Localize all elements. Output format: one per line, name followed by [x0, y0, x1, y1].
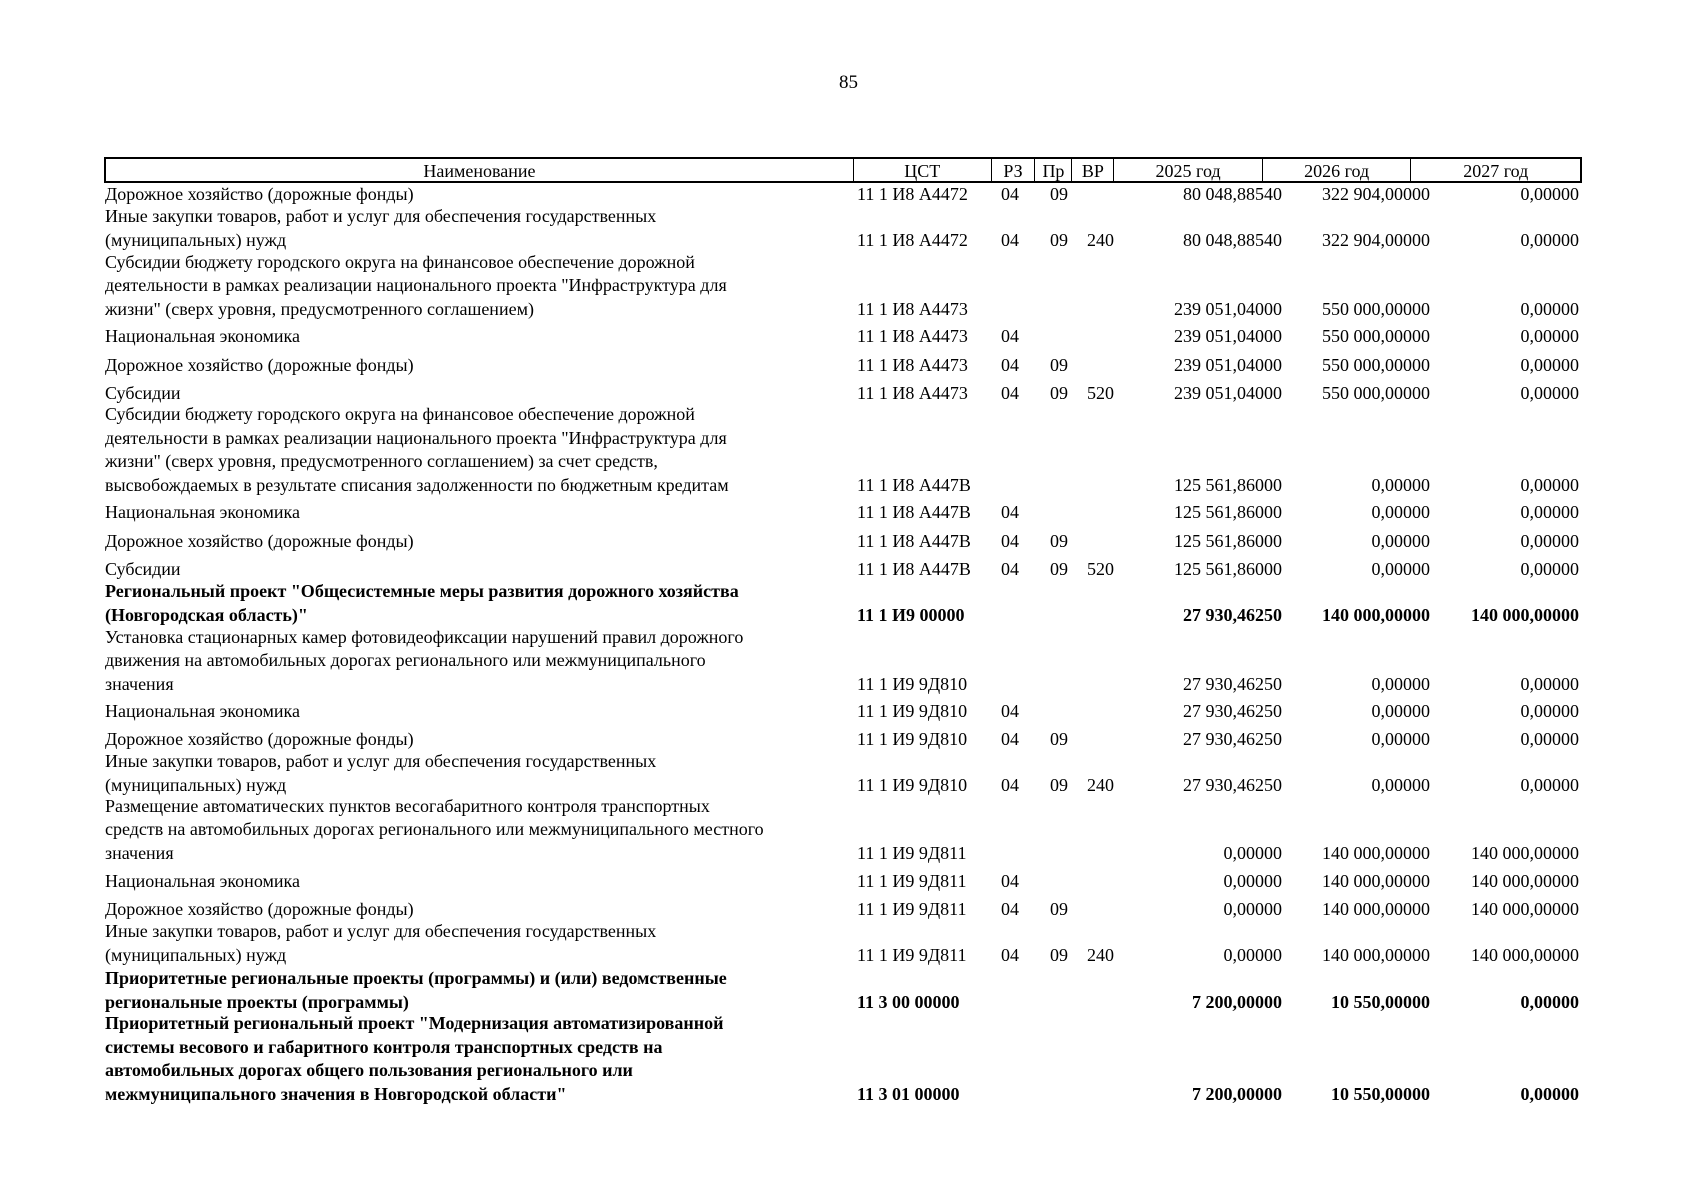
cell-name-line: деятельности в рамках реализации национального проекта "Инфраструктура для: [105, 275, 727, 295]
cell-name-line: Приоритетный региональный проект "Модернизация автоматизированной: [105, 1013, 724, 1033]
cell-2026: 550 000,00000: [1322, 354, 1430, 375]
page-number: 85: [839, 72, 858, 93]
cell-name-line: деятельности в рамках реализации национального проекта "Инфраструктура для: [105, 427, 727, 448]
cell-name-line: Иные закупки товаров, работ и услуг для обеспечения государственных: [105, 921, 657, 941]
cell-pr: 09: [1050, 183, 1068, 204]
table-row: [0, 501, 1697, 525]
cell-name-line: (муниципальных) нужд: [105, 944, 287, 965]
cell-vr: 520: [1087, 558, 1114, 579]
table-row: [0, 700, 1697, 724]
cell-vr: 240: [1087, 944, 1114, 965]
cell-pr: 09: [1050, 898, 1068, 919]
cell-name-line: высвобождаемых в результате списания задолженности по бюджетным кредитам: [105, 474, 729, 495]
cell-cst: 11 1 И8 А4472: [857, 229, 968, 250]
cell-rz: 04: [1001, 700, 1019, 721]
cell-2026: 0,00000: [1371, 501, 1430, 522]
cell-name: [105, 580, 855, 627]
cell-name-line: Субсидии бюджету городского округа на финансовое обеспечение дорожной: [105, 404, 695, 424]
cell-2027: 0,00000: [1520, 474, 1579, 495]
header-2026: 2026 год: [1263, 159, 1412, 181]
cell-2026: 0,00000: [1371, 700, 1430, 721]
cell-rz: 04: [1001, 325, 1019, 346]
cell-name-line: (муниципальных) нужд: [105, 229, 287, 250]
cell-name-line: Приоритетные региональные проекты (программы) и (или) ведомственные: [105, 968, 727, 988]
cell-2026: 322 904,00000: [1322, 183, 1430, 204]
cell-2025: 0,00000: [1223, 842, 1282, 863]
table-row: [0, 558, 1697, 582]
cell-name-line: региональные проекты (программы): [105, 991, 409, 1012]
cell-name-line: жизни" (сверх уровня, предусмотренного соглашением) за счет средств,: [105, 451, 658, 471]
table-row: [0, 205, 1697, 252]
cell-name: [105, 325, 855, 349]
cell-rz: 04: [1001, 558, 1019, 579]
cell-2027: 0,00000: [1520, 1083, 1579, 1104]
cell-2025: 239 051,04000: [1174, 325, 1282, 346]
cell-rz: 04: [1001, 501, 1019, 522]
cell-cst: 11 1 И8 А4473: [857, 298, 968, 319]
cell-rz: 04: [1001, 728, 1019, 749]
cell-2025: 239 051,04000: [1174, 354, 1282, 375]
cell-cst: 11 1 И8 А4472: [857, 183, 968, 204]
cell-2025: 0,00000: [1223, 898, 1282, 919]
cell-2026: 0,00000: [1371, 728, 1430, 749]
header-vr: ВР: [1072, 159, 1114, 181]
cell-2025: 0,00000: [1223, 870, 1282, 891]
cell-name-line: Установка стационарных камер фотовидеофиксации нарушений правил дорожного: [105, 626, 744, 647]
cell-2025: 125 561,86000: [1174, 474, 1282, 495]
cell-cst: 11 1 И9 9Д810: [857, 774, 968, 795]
cell-name-line: значения: [105, 673, 174, 694]
cell-2027: 140 000,00000: [1471, 870, 1579, 891]
table-row: [0, 626, 1697, 697]
cell-cst: 11 1 И8 А447В: [857, 474, 971, 495]
header-2025: 2025 год: [1114, 159, 1263, 181]
cell-cst: 11 1 И8 А4473: [857, 382, 968, 403]
cell-cst: 11 1 И9 9Д810: [857, 700, 968, 721]
cell-name: [105, 205, 855, 252]
table-row: [0, 251, 1697, 322]
cell-rz: 04: [1001, 870, 1019, 891]
cell-2026: 140 000,00000: [1322, 898, 1430, 919]
cell-2027: 0,00000: [1520, 774, 1579, 795]
cell-2026: 550 000,00000: [1322, 325, 1430, 346]
cell-rz: 04: [1001, 774, 1019, 795]
cell-2027: 0,00000: [1520, 700, 1579, 721]
cell-name: [105, 354, 855, 378]
cell-name-line: Субсидии: [105, 558, 181, 579]
cell-cst: 11 1 И8 А447В: [857, 558, 971, 579]
cell-2026: 0,00000: [1371, 474, 1430, 495]
cell-name-line: Дорожное хозяйство (дорожные фонды): [105, 183, 414, 204]
cell-pr: 09: [1050, 728, 1068, 749]
cell-rz: 04: [1001, 530, 1019, 551]
cell-cst: 11 1 И8 А4473: [857, 354, 968, 375]
cell-2025: 27 930,46250: [1183, 774, 1282, 795]
cell-2027: 0,00000: [1520, 991, 1579, 1012]
cell-2027: 0,00000: [1520, 530, 1579, 551]
cell-2027: 0,00000: [1520, 354, 1579, 375]
cell-name-line: межмуниципального значения в Новгородской области": [105, 1083, 567, 1104]
cell-rz: 04: [1001, 229, 1019, 250]
cell-vr: 520: [1087, 382, 1114, 403]
cell-name: [105, 1012, 855, 1106]
cell-name-line: Национальная экономика: [105, 870, 300, 891]
cell-2025: 125 561,86000: [1174, 530, 1282, 551]
cell-2025: 125 561,86000: [1174, 501, 1282, 522]
cell-name-line: Дорожное хозяйство (дорожные фонды): [105, 728, 414, 749]
table-row: [0, 750, 1697, 797]
cell-name-line: Размещение автоматических пунктов весогабаритного контроля транспортных: [105, 795, 710, 816]
cell-2027: 0,00000: [1520, 229, 1579, 250]
cell-2025: 27 930,46250: [1183, 604, 1282, 625]
cell-name-line: жизни" (сверх уровня, предусмотренного соглашением): [105, 298, 534, 319]
cell-vr: 240: [1087, 229, 1114, 250]
cell-name-line: Иные закупки товаров, работ и услуг для обеспечения государственных: [105, 206, 657, 226]
cell-rz: 04: [1001, 354, 1019, 375]
cell-name-line: Национальная экономика: [105, 700, 300, 721]
cell-cst: 11 3 01 00000: [857, 1083, 960, 1104]
cell-2027: 140 000,00000: [1471, 842, 1579, 863]
cell-name: [105, 898, 855, 922]
cell-2026: 550 000,00000: [1322, 382, 1430, 403]
cell-2025: 80 048,88540: [1183, 229, 1282, 250]
cell-2027: 0,00000: [1520, 728, 1579, 749]
cell-2026: 0,00000: [1371, 774, 1430, 795]
cell-name: [105, 750, 855, 797]
cell-cst: 11 1 И9 00000: [857, 604, 965, 625]
table-row: [0, 325, 1697, 349]
cell-name-line: Иные закупки товаров, работ и услуг для обеспечения государственных: [105, 751, 657, 771]
cell-cst: 11 1 И9 9Д810: [857, 728, 968, 749]
cell-2026: 140 000,00000: [1322, 870, 1430, 891]
cell-pr: 09: [1050, 774, 1068, 795]
cell-2026: 10 550,00000: [1331, 991, 1430, 1012]
header-name: Наименование: [106, 159, 854, 181]
cell-2027: 140 000,00000: [1471, 944, 1579, 965]
table-row: [0, 403, 1697, 497]
cell-name: [105, 558, 855, 582]
cell-2025: 80 048,88540: [1183, 183, 1282, 204]
cell-name-line: (Новгородская область)": [105, 604, 308, 625]
table-row: [0, 580, 1697, 627]
cell-vr: 240: [1087, 774, 1114, 795]
cell-cst: 11 1 И8 А4473: [857, 325, 968, 346]
header-cst: ЦСТ: [854, 159, 992, 181]
cell-name: [105, 870, 855, 894]
cell-name-line: движения на автомобильных дорогах регионального или межмуниципального: [105, 650, 706, 670]
cell-2026: 0,00000: [1371, 530, 1430, 551]
table-row: [0, 183, 1697, 207]
cell-2025: 239 051,04000: [1174, 382, 1282, 403]
cell-2027: 140 000,00000: [1471, 604, 1579, 625]
cell-name: [105, 183, 855, 207]
cell-name-line: Субсидии: [105, 382, 181, 403]
cell-name: [105, 920, 855, 967]
table-row: [0, 870, 1697, 894]
cell-cst: 11 1 И8 А447В: [857, 530, 971, 551]
cell-2027: 140 000,00000: [1471, 898, 1579, 919]
cell-2025: 27 930,46250: [1183, 673, 1282, 694]
cell-name: [105, 728, 855, 752]
cell-2025: 27 930,46250: [1183, 700, 1282, 721]
cell-2027: 0,00000: [1520, 382, 1579, 403]
cell-cst: 11 1 И9 9Д811: [857, 842, 967, 863]
table-row: [0, 382, 1697, 406]
cell-pr: 09: [1050, 944, 1068, 965]
cell-name-line: Дорожное хозяйство (дорожные фонды): [105, 898, 414, 919]
cell-name: [105, 967, 855, 1014]
cell-2025: 7 200,00000: [1192, 991, 1282, 1012]
header-2027: 2027 год: [1463, 161, 1529, 181]
cell-2025: 125 561,86000: [1174, 558, 1282, 579]
cell-2026: 10 550,00000: [1331, 1083, 1430, 1104]
cell-2027: 0,00000: [1520, 298, 1579, 319]
cell-pr: 09: [1050, 382, 1068, 403]
cell-2026: 0,00000: [1371, 558, 1430, 579]
cell-2027: 0,00000: [1520, 325, 1579, 346]
cell-name-line: Субсидии бюджету городского округа на финансовое обеспечение дорожной: [105, 251, 695, 272]
cell-name: [105, 251, 855, 322]
cell-pr: 09: [1050, 530, 1068, 551]
cell-name: [105, 501, 855, 525]
cell-name-line: средств на автомобильных дорогах регионального или межмуниципального местного: [105, 819, 764, 839]
table-row: [0, 967, 1697, 1014]
cell-cst: 11 1 И9 9Д810: [857, 673, 968, 694]
cell-2025: 0,00000: [1223, 944, 1282, 965]
table-row: [0, 795, 1697, 866]
cell-rz: 04: [1001, 944, 1019, 965]
cell-2026: 140 000,00000: [1322, 944, 1430, 965]
cell-2026: 140 000,00000: [1322, 604, 1430, 625]
cell-name-line: Региональный проект "Общесистемные меры развития дорожного хозяйства: [105, 581, 739, 601]
cell-name: [105, 700, 855, 724]
cell-2027: 0,00000: [1520, 673, 1579, 694]
cell-pr: 09: [1050, 229, 1068, 250]
cell-name-line: автомобильных дорогах общего пользования регионального или: [105, 1060, 633, 1080]
header-rz: РЗ: [992, 159, 1036, 181]
cell-name-line: (муниципальных) нужд: [105, 774, 287, 795]
cell-2027: 0,00000: [1520, 501, 1579, 522]
cell-cst: 11 1 И9 9Д811: [857, 944, 967, 965]
table-row: [0, 920, 1697, 967]
table-row: [0, 898, 1697, 922]
cell-rz: 04: [1001, 898, 1019, 919]
cell-2027: 0,00000: [1520, 558, 1579, 579]
header-pr: Пр: [1035, 159, 1072, 181]
cell-cst: 11 1 И8 А447В: [857, 501, 971, 522]
table-row: [0, 354, 1697, 378]
cell-pr: 09: [1050, 354, 1068, 375]
cell-name: [105, 626, 855, 697]
cell-cst: 11 1 И9 9Д811: [857, 870, 967, 891]
cell-2026: 140 000,00000: [1322, 842, 1430, 863]
cell-2027: 0,00000: [1520, 183, 1579, 204]
cell-2026: 550 000,00000: [1322, 298, 1430, 319]
cell-name: [105, 403, 855, 497]
table-row: [0, 1012, 1697, 1106]
cell-name-line: системы весового и габаритного контроля транспортных средств на: [105, 1036, 663, 1057]
table-row: [0, 530, 1697, 554]
cell-name-line: Национальная экономика: [105, 325, 300, 346]
cell-rz: 04: [1001, 183, 1019, 204]
cell-rz: 04: [1001, 382, 1019, 403]
cell-name-line: Дорожное хозяйство (дорожные фонды): [105, 530, 414, 551]
cell-name: [105, 530, 855, 554]
cell-name-line: Национальная экономика: [105, 501, 300, 522]
cell-2025: 7 200,00000: [1192, 1083, 1282, 1104]
cell-pr: 09: [1050, 558, 1068, 579]
cell-name: [105, 795, 855, 866]
cell-cst: 11 3 00 00000: [857, 991, 960, 1012]
cell-name-line: Дорожное хозяйство (дорожные фонды): [105, 354, 414, 375]
cell-2026: 322 904,00000: [1322, 229, 1430, 250]
cell-cst: 11 1 И9 9Д811: [857, 898, 967, 919]
cell-2026: 0,00000: [1371, 673, 1430, 694]
table-row: [0, 728, 1697, 752]
cell-name: [105, 382, 855, 406]
cell-name-line: значения: [105, 842, 174, 863]
cell-2025: 27 930,46250: [1183, 728, 1282, 749]
cell-2025: 239 051,04000: [1174, 298, 1282, 319]
